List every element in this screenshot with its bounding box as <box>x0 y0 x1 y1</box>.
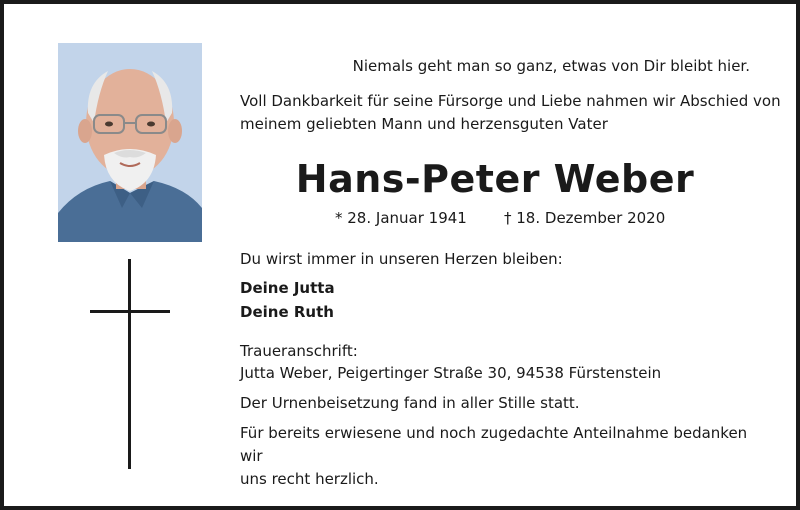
memorial-quote: Niemals geht man so ganz, etwas von Dir bleibt hier. <box>352 57 750 75</box>
intro-line: meinem geliebten Mann und herzensguten Vater <box>240 115 608 133</box>
remembrance-line: Du wirst immer in unseren Herzen bleiben: <box>240 250 563 268</box>
birth-date: * 28. Januar 1941 <box>335 209 467 227</box>
portrait-photo <box>58 43 202 242</box>
death-date: † 18. Dezember 2020 <box>504 209 666 227</box>
thanks-line: Für bereits erwiesene und noch zugedachte Anteilnahme bedanken wir <box>240 424 748 465</box>
thanks-line: uns recht herzlich. <box>240 470 379 488</box>
address-label: Traueranschrift: <box>240 342 358 360</box>
deceased-name: Hans-Peter Weber <box>295 157 695 201</box>
signers <box>240 276 750 324</box>
cross-vertical-bar <box>128 259 131 469</box>
intro-text <box>240 90 781 136</box>
signer-name: Deine Jutta <box>240 279 335 297</box>
urn-burial-note: Der Urnenbeisetzung fand in aller Stille statt. <box>240 394 580 412</box>
signer-name: Deine Ruth <box>240 303 334 321</box>
mourning-address: Jutta Weber, Peigertinger Straße 30, 94538 Fürstenstein <box>240 364 662 382</box>
intro-line: Voll Dankbarkeit für seine Fürsorge und Liebe nahmen wir Abschied von <box>240 92 781 110</box>
thanks-text <box>240 422 750 491</box>
cross-horizontal-bar <box>90 310 170 313</box>
